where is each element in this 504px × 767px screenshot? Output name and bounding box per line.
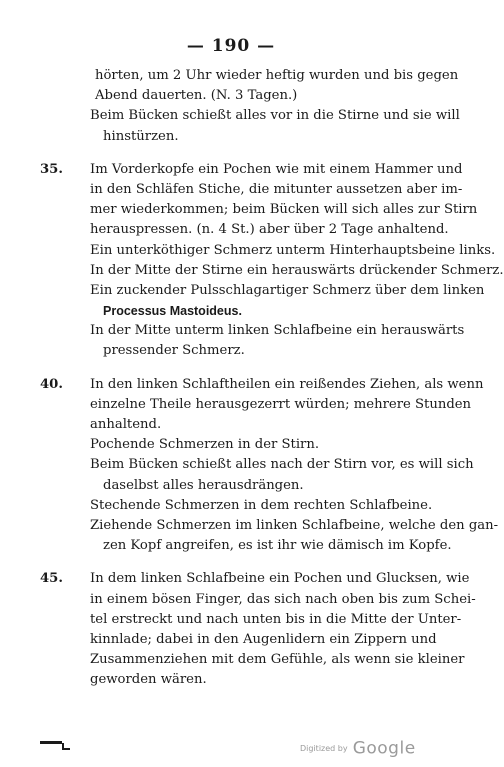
digitized-brand: Google (352, 738, 416, 759)
text-line (40, 180, 463, 200)
text-line (40, 670, 422, 690)
section-number: 45. (40, 571, 63, 587)
line-text: kinnlade; dabei in den Augenlidern ein Zippern und (90, 631, 437, 647)
text-line (40, 476, 422, 496)
line-text: einzelne Theile herausgezerrt würden; mehrere Stunden (90, 396, 472, 412)
line-text: hinstürzen. (103, 128, 179, 144)
line-text: Ziehende Schmerzen im linken Schlafbeine, welche den gan- (90, 517, 499, 533)
line-text: In den linken Schlaftheilen ein reißendes Ziehen, als wenn (90, 376, 484, 392)
text-line (40, 610, 462, 630)
line-text: Zusammenziehen mit dem Gefühle, als wenn sie kleiner (90, 652, 465, 668)
line-text: Im Vorderkopfe ein Pochen wie mit einem Hammer und (90, 161, 463, 177)
line-text: Ein zuckender Pulsschlagartiger Schmerz über dem linken (90, 282, 485, 298)
line-text: herauspressen. (n. 4 St.) aber über 2 Tage anhaltend. (90, 222, 449, 238)
text-line (40, 590, 476, 610)
text-line (40, 650, 465, 670)
text-line (40, 127, 422, 147)
page-text (40, 66, 504, 690)
paragraph-gap (40, 362, 422, 375)
line-text: pressender Schmerz. (103, 343, 245, 359)
line-text: Pochende Schmerzen in der Stirn. (90, 437, 320, 453)
text-line (40, 86, 422, 106)
line-text: zen Kopf angreifen, es ist ihr wie dämisch im Kopfe. (103, 538, 452, 554)
text-line (40, 569, 470, 589)
line-text: In der Mitte unterm linken Schlafbeine ein herauswärts (90, 323, 465, 339)
page-number: — 190 — (186, 36, 276, 56)
text-line (40, 415, 422, 435)
text-line (40, 301, 422, 321)
text-line (40, 160, 463, 180)
line-text: Stechende Schmerzen in dem rechten Schlafbeine. (90, 497, 433, 513)
text-line (40, 536, 452, 556)
paragraph-gap (40, 556, 422, 569)
line-text: anhaltend. (90, 417, 162, 432)
text-line (40, 630, 437, 650)
text-line (40, 261, 504, 281)
text-line (40, 281, 485, 301)
text-line (40, 200, 478, 220)
digitized-prefix: Digitized by (300, 744, 348, 753)
line-text: Beim Bücken schießt alles vor in die Stirne und sie will (90, 108, 460, 124)
line-text: Processus Mastoideus. (103, 304, 242, 319)
paragraph-gap (40, 147, 422, 160)
text-line (40, 241, 496, 261)
text-line (40, 516, 499, 536)
text-line (40, 435, 422, 455)
section-number: 35. (40, 161, 63, 177)
footer-rule (40, 741, 62, 744)
text-line (40, 455, 474, 475)
text-line (40, 496, 433, 516)
line-text: Abend dauerten. (N. 3 Tagen.) (95, 88, 298, 104)
text-line (40, 375, 484, 395)
line-text: hörten, um 2 Uhr wieder heftig wurden und bis gegen (95, 68, 459, 83)
line-text: In der Mitte der Stirne ein herauswärts drückender Schmerz. (90, 262, 504, 278)
text-line (40, 220, 449, 240)
line-text: geworden wären. (90, 672, 207, 688)
line-text: tel erstreckt und nach unten bis in die Mitte der Unter- (90, 611, 462, 627)
text-line (40, 321, 465, 341)
line-text: Beim Bücken schießt alles nach der Stirn vor, es will sich (90, 457, 474, 473)
text-line (40, 66, 459, 86)
line-text: mer wiederkommen; beim Bücken will sich alles zur Stirn (90, 202, 478, 218)
digitized-watermark (300, 738, 416, 759)
text-line (40, 341, 422, 361)
line-text: in den Schläfen Stiche, die mitunter aussetzen aber im- (90, 181, 463, 197)
text-line (40, 395, 472, 415)
line-text: Ein unterköthiger Schmerz unterm Hinterhauptsbeine links. (90, 242, 496, 258)
text-line (40, 106, 460, 126)
footer-mark (62, 743, 70, 750)
line-text: in einem bösen Finger, das sich nach oben bis zum Schei- (90, 591, 476, 607)
line-text: daselbst alles herausdrängen. (103, 477, 304, 493)
line-text: In dem linken Schlafbeine ein Pochen und Glucksen, wie (90, 571, 470, 587)
section-number: 40. (40, 376, 63, 392)
